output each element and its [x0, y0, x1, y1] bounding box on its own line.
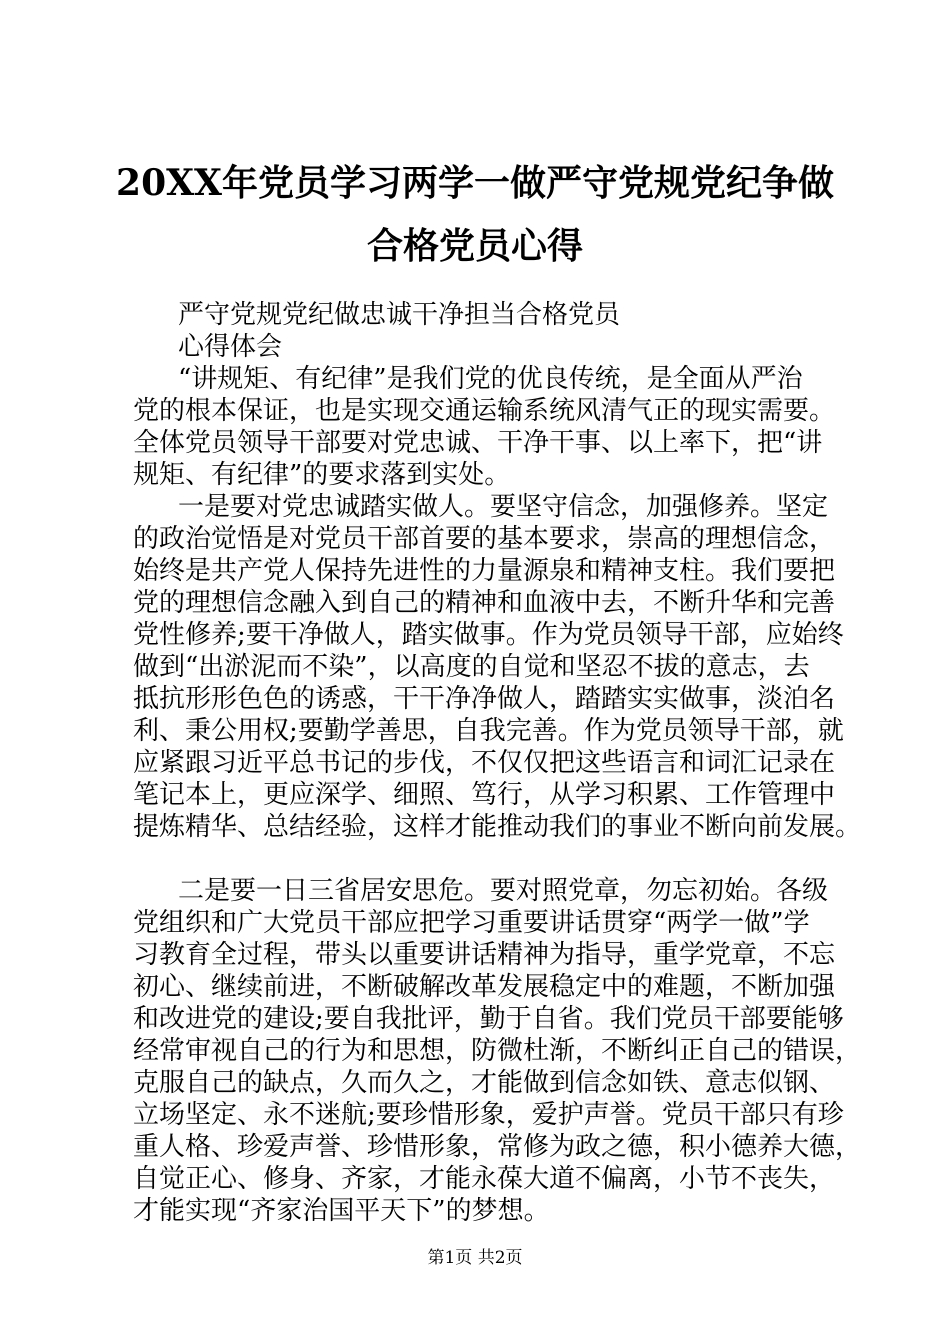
body-text-line: 一是要对党忠诚踏实做人。要坚守信念，加强修养。坚定	[178, 492, 829, 522]
body-text-line: 抵抗形形色色的诱惑，干干净净做人，踏踏实实做事，淡泊名	[133, 684, 836, 714]
body-text-line: 党性修养;要干净做人，踏实做事。作为党员领导干部，应始终	[133, 620, 844, 650]
subtitle-line: 严守党规党纪做忠诚干净担当合格党员	[178, 300, 621, 330]
body-text-line: 立场坚定、永不迷航;要珍惜形象，爱护声誉。党员干部只有珍	[133, 1100, 844, 1130]
body-text-line: 克服自己的缺点，久而久之，才能做到信念如铁、意志似钢、	[133, 1068, 836, 1098]
body-text-line: 党的根本保证，也是实现交通运输系统风清气正的现实需要。	[133, 396, 836, 426]
body-text-line: 初心、继续前进，不断破解改革发展稳定中的难题，不断加强	[133, 972, 836, 1002]
body-text-line: 始终是共产党人保持先进性的力量源泉和精神支柱。我们要把	[133, 556, 836, 586]
body-text-line: 应紧跟习近平总书记的步伐，不仅仅把这些语言和词汇记录在	[133, 748, 836, 778]
body-text-line: 规矩、有纪律”的要求落到实处。	[133, 460, 511, 490]
body-text-line: 全体党员领导干部要对党忠诚、干净干事、以上率下，把“讲	[133, 428, 823, 458]
body-text-line: 做到“出淤泥而不染”，以高度的自觉和坚忍不拔的意志，去	[133, 652, 810, 682]
body-text-line: 党的理想信念融入到自己的精神和血液中去，不断升华和完善	[133, 588, 836, 618]
body-text-line: “讲规矩、有纪律”是我们党的优良传统，是全面从严治	[178, 364, 803, 394]
subtitle-line: 心得体会	[178, 332, 283, 362]
document-title-line-2: 合格党员心得	[366, 225, 583, 267]
body-text-line: 经常审视自己的行为和思想，防微杜渐，不断纠正自己的错误，	[133, 1036, 862, 1066]
body-text-line: 利、秉公用权;要勤学善思，自我完善。作为党员领导干部，就	[133, 716, 844, 746]
body-text-line: 自觉正心、修身、齐家，才能永葆大道不偏离，小节不丧失，	[133, 1164, 836, 1194]
document-title-line-1: 20XX年党员学习两学一做严守党规党纪争做	[116, 162, 834, 204]
body-text-line: 的政治觉悟是对党员干部首要的基本要求，崇高的理想信念，	[133, 524, 836, 554]
page-number-footer: 第1页 共2页	[427, 1248, 523, 1268]
body-text-line: 习教育全过程，带头以重要讲话精神为指导，重学党章，不忘	[133, 940, 836, 970]
body-text-line: 提炼精华、总结经验，这样才能推动我们的事业不断向前发展。	[133, 812, 862, 842]
body-text-line: 笔记本上，更应深学、细照、笃行，从学习积累、工作管理中	[133, 780, 836, 810]
body-text-line: 二是要一日三省居安思危。要对照党章，勿忘初始。各级	[178, 876, 829, 906]
body-text-line: 和改进党的建设;要自我批评，勤于自省。我们党员干部要能够	[133, 1004, 844, 1034]
body-text-line: 才能实现“齐家治国平天下”的梦想。	[133, 1196, 550, 1226]
body-text-line: 党组织和广大党员干部应把学习重要讲话贯穿“两学一做”学	[133, 908, 810, 938]
body-text-line: 重人格、珍爱声誉、珍惜形象，常修为政之德，积小德养大德，	[133, 1132, 862, 1162]
